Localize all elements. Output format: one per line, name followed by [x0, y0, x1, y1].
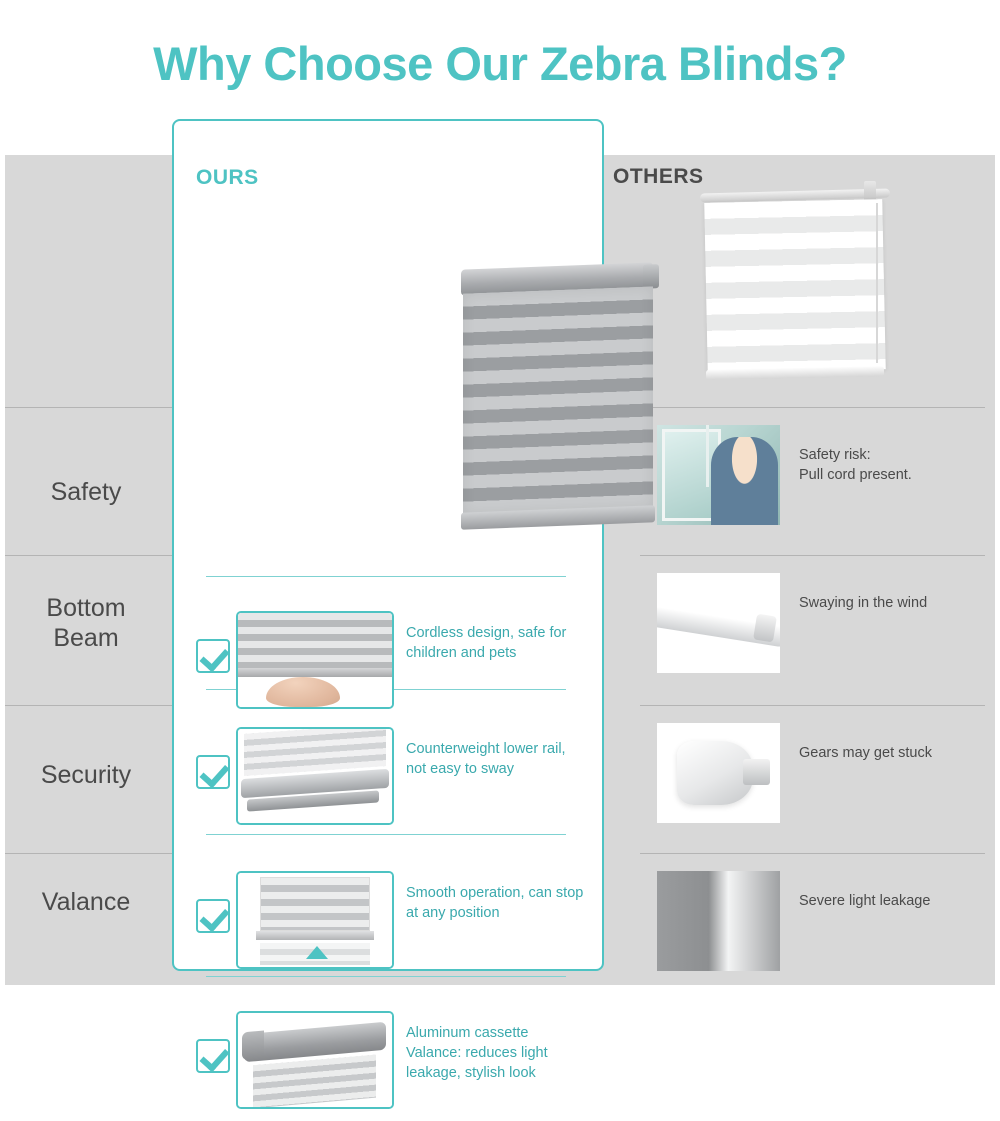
- ours-text-security: Smooth operation, can stop at any position: [406, 885, 584, 921]
- row-label-security: Security: [40, 761, 132, 789]
- others-text-bottom-beam: Swaying in the wind: [799, 595, 928, 611]
- ours-text-bottom-beam: Counterweight lower rail, not easy to sway: [406, 741, 566, 777]
- blind-stop-any-position-photo: [236, 871, 394, 969]
- others-text-valance: Severe light leakage: [799, 893, 931, 909]
- ours-column-card: [172, 119, 604, 1081]
- others-hero-image: [700, 185, 890, 400]
- ours-text-safety: Cordless design, safe for children and pets: [406, 625, 567, 661]
- row-label-valance: Valance: [41, 888, 131, 916]
- row-divider: [640, 407, 985, 408]
- hero-fabric: [704, 199, 886, 373]
- checkbox-checked-icon: [196, 899, 230, 933]
- ours-row-bottom-beam: [174, 717, 606, 837]
- plastic-gear-mechanism-photo: [657, 723, 780, 823]
- hero-fabric: [463, 286, 653, 515]
- counterweight-bottom-rail-photo: [236, 727, 394, 825]
- ours-divider: [206, 576, 566, 577]
- others-row-security: [604, 711, 995, 856]
- panel-right-edge: [995, 155, 1000, 985]
- ours-column-heading: OURS: [196, 166, 259, 189]
- hand-raising-cordless-blind-photo: [236, 611, 394, 709]
- ours-row-security: [174, 861, 606, 981]
- others-text-security: Gears may get stuck: [799, 745, 932, 761]
- checkbox-checked-icon: [196, 755, 230, 789]
- ours-hero-image: [457, 266, 657, 536]
- up-arrow-icon: [306, 946, 328, 959]
- child-pulling-cord-photo: [657, 425, 780, 525]
- page-title: Why Choose Our Zebra Blinds?: [153, 37, 847, 90]
- others-row-bottom-beam: [604, 561, 995, 706]
- row-label-column: [0, 155, 172, 985]
- row-label-bottom-beam: Bottom Beam: [46, 594, 126, 652]
- ours-row-valance: [174, 1001, 606, 1121]
- comparison-panel: [0, 155, 1000, 1081]
- hero-pull-cord: [876, 203, 878, 363]
- others-column-heading: OTHERS: [613, 165, 704, 188]
- ours-text-valance: Aluminum cassette Valance: reduces light leakage, stylish look: [406, 1025, 548, 1081]
- checkbox-checked-icon: [196, 1039, 230, 1073]
- ours-row-safety: [174, 601, 606, 721]
- others-row-safety: [604, 413, 995, 558]
- others-row-valance: [604, 859, 995, 1004]
- row-label-safety: Safety: [50, 478, 122, 506]
- thin-bottom-rail-photo: [657, 573, 780, 673]
- aluminum-cassette-valance-photo: [236, 1011, 394, 1109]
- checkbox-checked-icon: [196, 639, 230, 673]
- others-text-safety: Safety risk: Pull cord present.: [799, 447, 912, 483]
- light-leakage-gap-photo: [657, 871, 780, 971]
